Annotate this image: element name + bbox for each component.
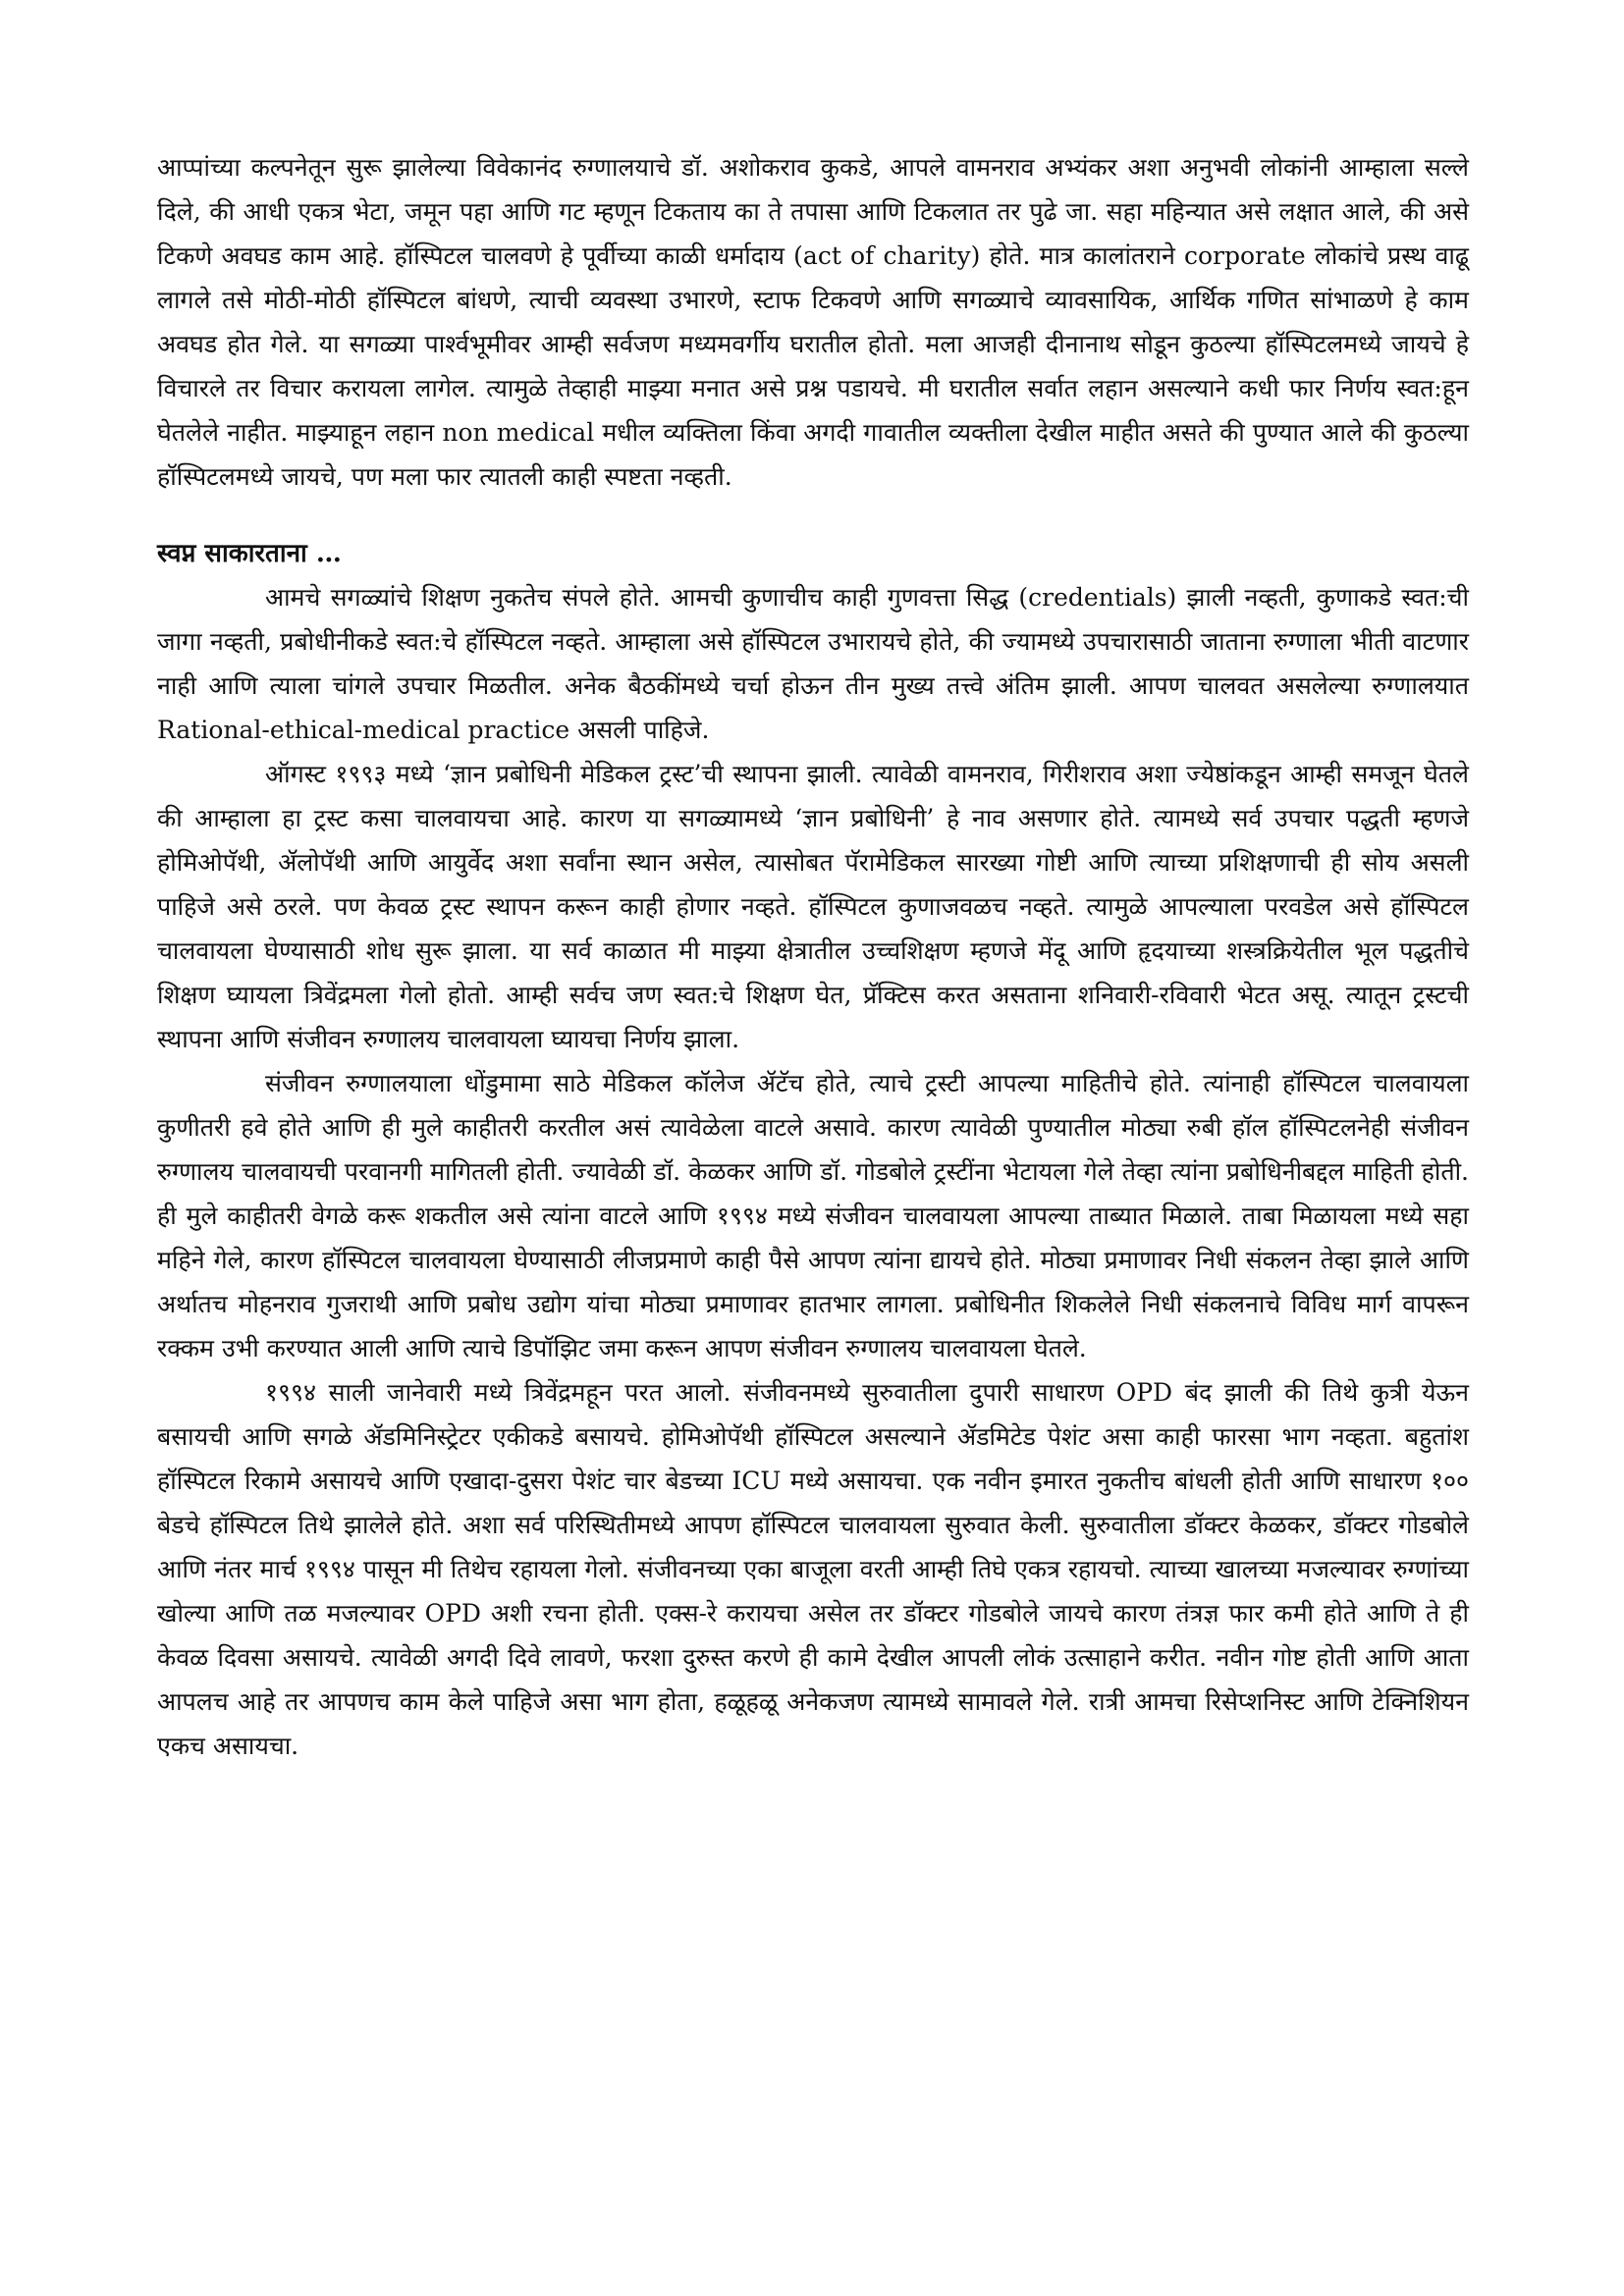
section-paragraph-1: आमचे सगळ्यांचे शिक्षण नुकतेच संपले होते. आमची कुणाचीच काही गुणवत्ता सिद्ध (credentials) झाली नव्हती, कुणाकडे स्वत:ची जागा नव्हती, प्रबोधीनीकडे स्वत:चे हॉस्पिटल नव्हते. आम्हाला असे हॉस्पिटल उभारायचे होते, की ज्यामध्ये उपचारासाठी जाताना रुग्णाला भीती वाटणार नाही आणि त्याला चांगले उपचार मिळतील. अनेक बैठकींमध्ये चर्चा होऊन तीन मुख्य तत्त्वे अंतिम झाली. आपण चालवत असलेल्या रुग्णालयात Rational-ethical-medical practice असली पाहिजे. xyxy=(157,583,1469,744)
intro-paragraph: आप्पांच्या कल्पनेतून सुरू झालेल्या विवेकानंद रुग्णालयाचे डॉ. अशोकराव कुकडे, आपले वामनराव अभ्यंकर अशा अनुभवी लोकांनी आम्हाला सल्ले दिले, की आधी एकत्र भेटा, जमून पहा आणि गट म्हणून टिकताय का ते तपासा आणि टिकलात तर पुढे जा. सहा महिन्यात असे लक्षात आले, की असे टिकणे अवघड काम आहे. हॉस्पिटल चालवणे हे पूर्वीच्या काळी धर्मादाय (act of charity) होते. मात्र कालांतराने corporate लोकांचे प्रस्थ वाढू लागले तसे मोठी-मोठी हॉस्पिटल बांधणे, त्याची व्यवस्था उभारणे, स्टाफ टिकवणे आणि सगळ्याचे व्यावसायिक, आर्थिक गणित सांभाळणे हे काम अवघड होत गेले. या सगळ्या पार्श्वभूमीवर आम्ही सर्वजण मध्यमवर्गीय घरातील होतो. मला आजही दीनानाथ सोडून कुठल्या हॉस्पिटलमध्ये जायचे हे विचारले तर विचार करायला लागेल. त्यामुळे तेव्हाही माझ्या मनात असे प्रश्न पडायचे. मी घरातील सर्वात लहान असल्याने कधी फार निर्णय स्वत:हून घेतलेले नाहीत. माझ्याहून लहान non medical मधील व्यक्तिला किंवा अगदी गावातील व्यक्तीला देखील माहीत असते की पुण्यात आले की कुठल्या हॉस्पिटलमध्ये जायचे, पण मला फार त्यातली काही स्पष्टता नव्हती. xyxy=(157,153,1469,491)
section-paragraph-4: १९९४ साली जानेवारी मध्ये त्रिवेंद्रमहून परत आलो. संजीवनमध्ये सुरुवातीला दुपारी साधारण OPD बंद झाली की तिथे कुत्री येऊन बसायची आणि सगळे ॲडमिनिस्ट्रेटर एकीकडे बसायचे. होमिओपॅथी हॉस्पिटल असल्याने ॲडमिटेड पेशंट असा काही फारसा भाग नव्हता. बहुतांश हॉस्पिटल रिकामे असायचे आणि एखादा-दुसरा पेशंट चार बेडच्या ICU मध्ये असायचा. एक नवीन इमारत नुकतीच बांधली होती आणि साधारण १०० बेडचे हॉस्पिटल तिथे झालेले होते. अशा सर्व परिस्थितीमध्ये आपण हॉस्पिटल चालवायला सुरुवात केली. सुरुवातीला डॉक्टर केळकर, डॉक्टर गोडबोले आणि नंतर मार्च १९९४ पासून मी तिथेच रहायला गेलो. संजीवनच्या एका बाजूला वरती आम्ही तिघे एकत्र रहायचो. त्याच्या खालच्या मजल्यावर रुग्णांच्या खोल्या आणि तळ मजल्यावर OPD अशी रचना होती. एक्स-रे करायचा असेल तर डॉक्टर गोडबोले जायचे कारण तंत्रज्ञ फार कमी होते आणि ते ही केवळ दिवसा असायचे. त्यावेळी अगदी दिवे लावणे, फरशा दुरुस्त करणे ही कामे देखील आपली लोकं उत्साहाने करीत. नवीन गोष्ट होती आणि आता आपलच आहे तर आपणच काम केले पाहिजे असा भाग होता, हळूहळू अनेकजण त्यामध्ये सामावले गेले. रात्री आमचा रिसेप्शनिस्ट आणि टेक्निशियन एकच असायचा. xyxy=(157,1378,1469,1760)
section-paragraph-3: संजीवन रुग्णालयाला धोंडुमामा साठे मेडिकल कॉलेज ॲटॅच होते, त्याचे ट्रस्टी आपल्या माहितीचे होते. त्यांनाही हॉस्पिटल चालवायला कुणीतरी हवे होते आणि ही मुले काहीतरी करतील असं त्यावेळेला वाटले असावे. कारण त्यावेळी पुण्यातील मोठ्या रुबी हॉल हॉस्पिटलनेही संजीवन रुग्णालय चालवायची परवानगी मागितली होती. ज्यावेळी डॉ. केळकर आणि डॉ. गोडबोले ट्रस्टींना भेटायला गेले तेव्हा त्यांना प्रबोधिनीबद्दल माहिती होती. ही मुले काहीतरी वेगळे करू शकतील असे त्यांना वाटले आणि १९९४ मध्ये संजीवन चालवायला आपल्या ताब्यात मिळाले. ताबा मिळायला मध्ये सहा महिने गेले, कारण हॉस्पिटल चालवायला घेण्यासाठी लीजप्रमाणे काही पैसे आपण त्यांना द्यायचे होते. मोठ्या प्रमाणावर निधी संकलन तेव्हा झाले आणि अर्थातच मोहनराव गुजराथी आणि प्रबोध उद्योग यांचा मोठ्या प्रमाणावर हातभार लागला. प्रबोधिनीत शिकलेले निधी संकलनाचे विविध मार्ग वापरून रक्कम उभी करण्यात आली आणि त्याचे डिपॉझिट जमा करून आपण संजीवन रुग्णालय चालवायला घेतले. xyxy=(157,1069,1469,1362)
section-paragraph-2: ऑगस्ट १९९३ मध्ये ‘ज्ञान प्रबोधिनी मेडिकल ट्रस्ट’ची स्थापना झाली. त्यावेळी वामनराव, गिरीशराव अशा ज्येष्ठांकडून आम्ही समजून घेतले की आम्हाला हा ट्रस्ट कसा चालवायचा आहे. कारण या सगळ्यामध्ये ‘ज्ञान प्रबोधिनी’ हे नाव असणार होते. त्यामध्ये सर्व उपचार पद्धती म्हणजे होमिओपॅथी, ॲलोपॅथी आणि आयुर्वेद अशा सर्वांना स्थान असेल, त्यासोबत पॅरामेडिकल सारख्या गोष्टी आणि त्याच्या प्रशिक्षणाची ही सोय असली पाहिजे असे ठरले. पण केवळ ट्रस्ट स्थापन करून काही होणार नव्हते. हॉस्पिटल कुणाजवळच नव्हते. त्यामुळे आपल्याला परवडेल असे हॉस्पिटल चालवायला घेण्यासाठी शोध सुरू झाला. या सर्व काळात मी माझ्या क्षेत्रातील उच्चशिक्षण म्हणजे मेंदू आणि हृदयाच्या शस्त्रक्रियेतील भूल पद्धतीचे शिक्षण घ्यायला त्रिवेंद्रमला गेलो होतो. आम्ही सर्वच जण स्वत:चे शिक्षण घेत, प्रॅक्टिस करत असताना शनिवारी-रविवारी भेटत असू. त्यातून ट्रस्टची स्थापना आणि संजीवन रुग्णालय चालवायला घ्यायचा निर्णय झाला. xyxy=(157,760,1469,1053)
section-heading: स्वप्न साकारताना … xyxy=(157,539,342,568)
document-body xyxy=(157,145,1469,1768)
